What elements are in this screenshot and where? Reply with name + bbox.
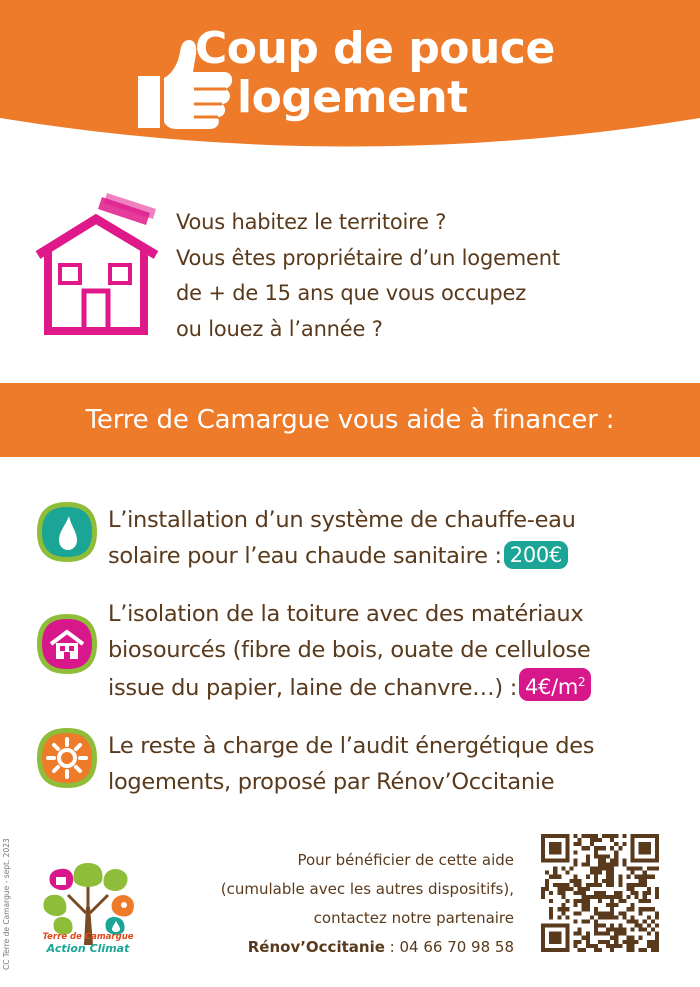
intro-line: ou louez à l’année ? xyxy=(176,316,383,341)
logo-line-2: Action Climat xyxy=(46,942,130,955)
roof-insulation-icon xyxy=(35,612,99,676)
contact-block xyxy=(221,846,514,962)
aid-line: solaire pour l’eau chaude sanitaire : xyxy=(108,543,502,569)
sun-icon xyxy=(35,726,99,790)
qr-code-icon[interactable] xyxy=(541,834,659,952)
house-icon xyxy=(32,193,162,335)
partner-name: Rénov’Occitanie xyxy=(247,938,385,956)
aid-line: biosourcés (fibre de bois, ouate de cellulose xyxy=(108,637,591,663)
title-line-2: logement xyxy=(237,72,468,123)
financing-band xyxy=(0,383,700,457)
page-title xyxy=(195,24,555,122)
amount-badge: 200€ xyxy=(504,541,568,569)
credit-note: CC Terre de Camargue - sept. 2023 xyxy=(2,838,11,970)
water-drop-icon xyxy=(35,500,99,564)
intro-line: Vous habitez le territoire ? xyxy=(176,210,447,234)
intro-questions xyxy=(176,205,560,347)
financing-heading: Terre de Camargue vous aide à financer : xyxy=(85,405,615,435)
logo-line-1: Terre de Camargue xyxy=(42,932,134,942)
title-line-1: Coup de pouce xyxy=(195,23,555,74)
amount-badge xyxy=(519,668,591,701)
aid-line: L’installation d’un système de chauffe-eau xyxy=(108,507,576,533)
intro-line: Vous êtes propriétaire d’un logement xyxy=(176,245,560,270)
aid-line: issue du papier, laine de chanvre…) : xyxy=(108,675,517,701)
aid-line: Le reste à charge de l’audit énergétique des xyxy=(108,733,595,759)
aid-line: logements, proposé par Rénov’Occitanie xyxy=(108,769,555,795)
contact-line: Pour bénéficier de cette aide xyxy=(297,851,514,869)
amount-value: 4€/m xyxy=(524,675,579,699)
aid-line: L’isolation de la toiture avec des matériaux xyxy=(108,601,584,627)
amount-exponent: 2 xyxy=(578,675,586,689)
contact-line: (cumulable avec les autres dispositifs), xyxy=(220,880,514,898)
header-banner xyxy=(0,0,700,160)
contact-line: contactez notre partenaire xyxy=(313,909,514,927)
partner-phone: : 04 66 70 98 58 xyxy=(384,938,514,956)
intro-line: de + de 15 ans que vous occupez xyxy=(176,281,527,305)
